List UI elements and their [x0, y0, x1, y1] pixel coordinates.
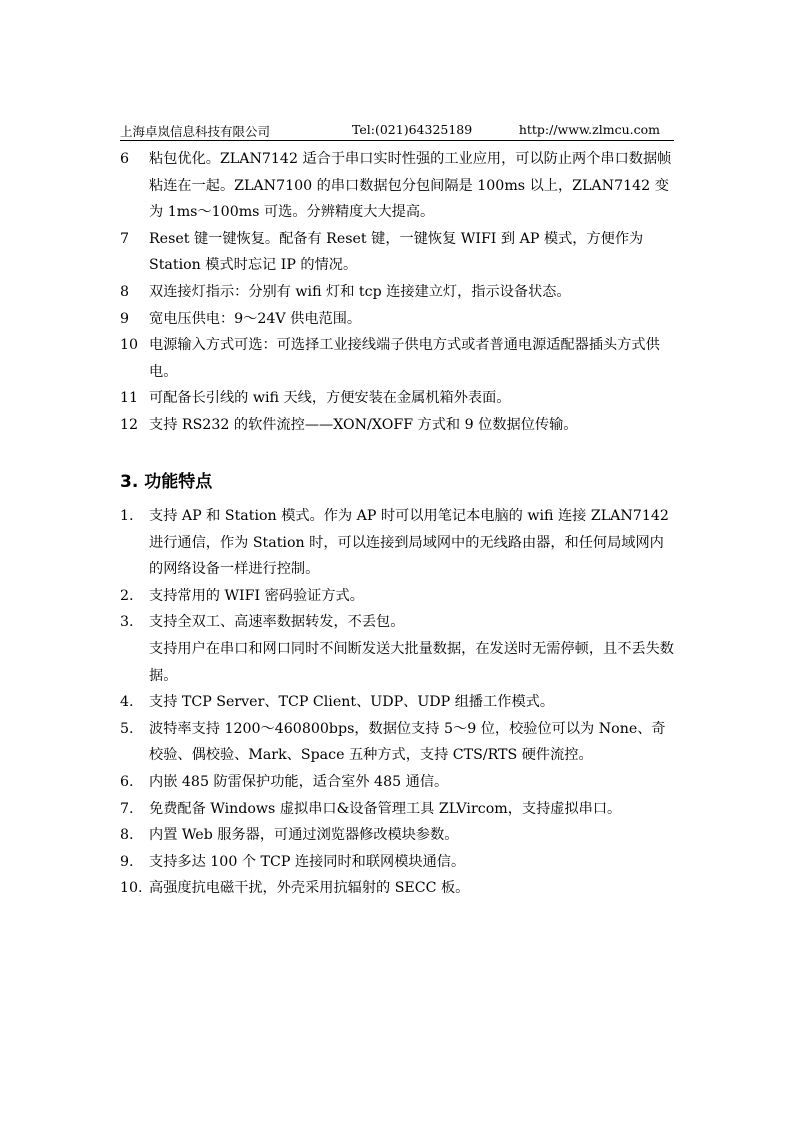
section-heading: 3. 功能特点	[120, 472, 213, 492]
header-company: 上海卓岚信息科技有限公司	[120, 124, 271, 139]
header-tel: Tel:(021)64325189	[352, 122, 473, 137]
list-item	[120, 306, 676, 333]
list-item	[120, 412, 676, 439]
list-item	[120, 279, 676, 306]
item-text: 支持 RS232 的软件流控——XON/XOFF 方式和 9 位数据位传输。	[149, 416, 578, 433]
item-text: Reset 键一键恢复。配备有 Reset 键，一键恢复 WIFI 到 AP 模式，方便作为 Station 模式时忘记 IP 的情况。	[149, 230, 644, 274]
item-number: 1.	[120, 508, 134, 524]
item-text-continued: 支持用户在串口和网口同时不间断发送大批量数据，在发送时无需停顿，且不丢失数据。	[149, 640, 674, 684]
item-number: 6	[120, 151, 130, 167]
list-item	[120, 332, 676, 385]
item-number: 10	[120, 337, 139, 354]
item-text: 内置 Web 服务器，可通过浏览器修改模块参数。	[149, 827, 459, 844]
header-url: http://www.zlmcu.com	[518, 122, 660, 137]
list-item	[120, 503, 676, 583]
item-number: 9	[120, 310, 130, 327]
item-text: 粘包优化。ZLAN7142 适合于串口实时性强的工业应用，可以防止两个串口数据帧粘连在一起。ZLAN7100 的串口数据包分包间隔是 100ms 以上，ZLAN7142 变为 1ms～100ms 可选。分辨精度大大提高。	[149, 151, 672, 221]
item-text: 内嵌 485 防雷保护功能，适合室外 485 通信。	[149, 773, 449, 790]
item-number: 6.	[120, 773, 134, 790]
list-item	[120, 583, 676, 610]
item-text: 可配备长引线的 wifi 天线，方便安装在金属机箱外表面。	[149, 390, 511, 407]
item-number: 12	[120, 416, 139, 433]
list-item	[120, 769, 676, 796]
item-text: 高强度抗电磁干扰，外壳采用抗辐射的 SECC 板。	[149, 880, 470, 897]
item-text: 支持多达 100 个 TCP 连接同时和联网模块通信。	[149, 853, 466, 870]
item-text: 支持常用的 WIFI 密码验证方式。	[149, 587, 364, 604]
item-text: 宽电压供电：9～24V 供电范围。	[149, 310, 362, 327]
item-text: 支持全双工、高速率数据转发，不丢包。	[149, 614, 405, 631]
list-item	[120, 716, 676, 769]
item-text: 波特率支持 1200～460800bps，数据位支持 5～9 位，校验位可以为 None、奇校验、偶校验、Mark、Space 五种方式，支持 CTS/RTS 硬件流控。	[149, 720, 666, 764]
item-text: 电源输入方式可选：可选择工业接线端子供电方式或者普通电源适配器插头方式供电。	[149, 337, 660, 380]
list-item	[120, 609, 676, 689]
feature-list-2	[120, 503, 676, 902]
list-item	[120, 875, 676, 902]
item-number: 10.	[120, 880, 143, 897]
list-item	[120, 146, 676, 226]
list-item	[120, 822, 676, 849]
page-header	[120, 122, 674, 141]
item-number: 3.	[120, 614, 134, 631]
item-number: 5.	[120, 720, 134, 737]
item-number: 9.	[120, 853, 134, 870]
item-number: 2.	[120, 587, 134, 604]
feature-list-1	[120, 146, 676, 439]
item-number: 7.	[120, 800, 134, 817]
item-text: 支持 AP 和 Station 模式。作为 AP 时可以用笔记本电脑的 wifi 连接 ZLAN7142 进行通信，作为 Station 时，可以连接到局域网中的无线路由器，和任何局域网内的网络设备一样进行控制。	[149, 508, 669, 578]
item-number: 7	[120, 230, 130, 247]
item-number: 4.	[120, 694, 134, 711]
item-number: 8.	[120, 827, 134, 844]
list-item	[120, 796, 676, 823]
list-item	[120, 689, 676, 716]
list-item	[120, 849, 676, 876]
item-text: 双连接灯指示：分别有 wifi 灯和 tcp 连接建立灯，指示设备状态。	[149, 283, 571, 300]
list-item	[120, 385, 676, 412]
list-item	[120, 226, 676, 279]
item-text: 免费配备 Windows 虚拟串口&设备管理工具 ZLVircom，支持虚拟串口。	[149, 800, 622, 817]
item-number: 11	[120, 390, 139, 407]
item-text: 支持 TCP Server、TCP Client、UDP、UDP 组播工作模式。	[149, 694, 555, 711]
item-number: 8	[120, 283, 130, 300]
